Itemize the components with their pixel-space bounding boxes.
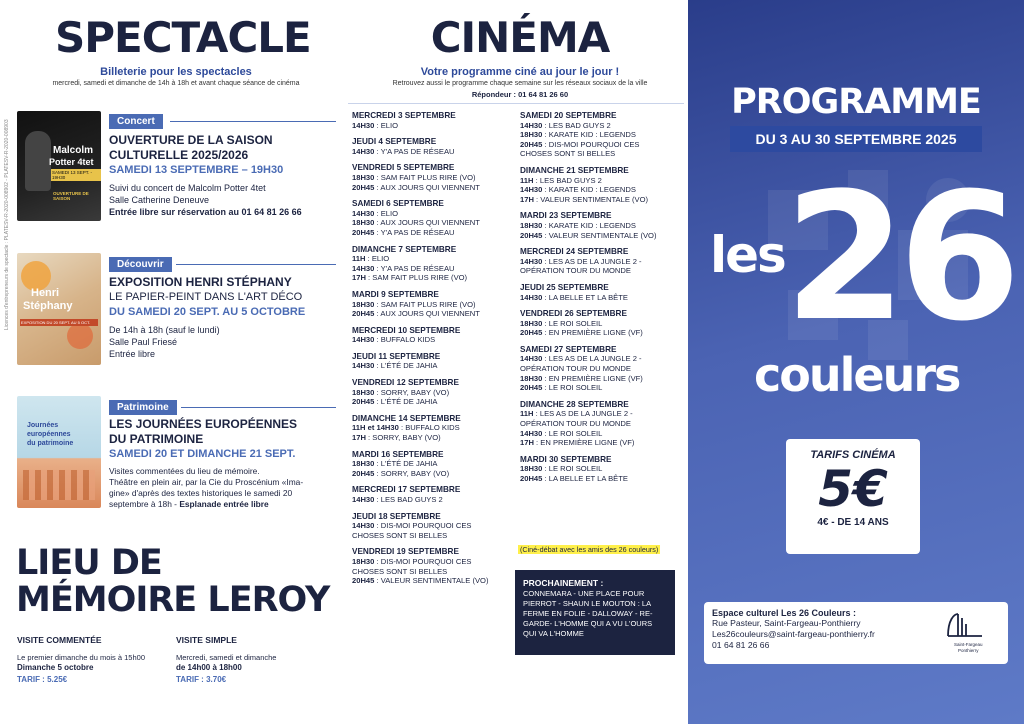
logo-les: les — [710, 226, 785, 284]
tarifs-label: TARIFS CINÉMA — [810, 449, 896, 461]
cinema-day-title: DIMANCHE 21 SEPTEMBRE — [520, 165, 629, 175]
cinema-day-title: VENDREDI 26 SEPTEMBRE — [520, 309, 627, 319]
cinema-day-title: MARDI 23 SEPTEMBRE — [520, 211, 612, 221]
poster-text: OUVERTURE DE SAISON — [53, 191, 89, 201]
prochainement-box — [515, 570, 675, 655]
screening-film: CHOSES SONT SI BELLES — [352, 566, 448, 576]
screening-film: OPÉRATION TOUR DU MONDE — [520, 364, 631, 374]
screening-time: 18H30 — [520, 130, 543, 140]
cinema-day-title: DIMANCHE 14 SEPTEMBRE — [352, 413, 461, 423]
screening-time: 14H30 — [520, 120, 543, 130]
screening-time: 18H30 — [352, 172, 375, 182]
cinema-column-2 — [520, 111, 685, 491]
screening-film: CHOSES SONT SI BELLES — [352, 530, 448, 540]
screening-row: 11H et 14H30 : BUFFALO KIDS — [352, 423, 460, 433]
screening-row: 17H : EN PREMIÈRE LIGNE (VF) — [520, 438, 635, 448]
screening-time: 11H — [520, 175, 534, 185]
screening-time: 20H45 — [520, 474, 543, 483]
screening-film: LE ROI SOLEIL — [548, 464, 603, 474]
event-text: Esplanade entrée libre — [179, 499, 269, 509]
cinema-day — [352, 163, 517, 192]
screening-film: ELIO — [380, 208, 399, 218]
divider — [181, 407, 336, 408]
cinema-day — [352, 414, 517, 443]
screening-film: ELIO — [380, 120, 399, 130]
screening-film: AUX JOURS QUI VIENNENT — [380, 309, 480, 319]
cinema-day — [520, 211, 685, 240]
screening-row: 18H30 : SAM FAIT PLUS RIRE (VO) — [352, 172, 476, 182]
cinema-day — [520, 111, 685, 159]
screening-film: SORRY, BABY (VO) — [380, 387, 450, 397]
screening-film: LES AS DE LA JUNGLE 2 - — [548, 256, 642, 266]
poster-text: SAMEDI 13 SEPT. - 19H30 — [51, 169, 101, 181]
prochainement-line: GARDE- L'HOMME QUI A VU L'OURS — [523, 619, 653, 628]
screening-row: 18H30 : KARATE KID : LEGENDS — [520, 220, 636, 230]
screening-film: Y'A PAS DE RÉSEAU — [380, 227, 455, 237]
divider — [176, 264, 336, 265]
cinema-day — [520, 309, 685, 338]
event-text: De 14h à 18h (sauf le lundi) — [109, 325, 220, 335]
screening-row: 14H30 : LE ROI SOLEIL — [520, 428, 603, 438]
billeterie-hours: mercredi, samedi et dimanche de 14h à 18h et avant chaque séance de cinéma — [52, 80, 300, 87]
event-subtitle: LE PAPIER-PEINT DANS L'ART DÉCO — [109, 291, 303, 303]
cinema-day — [352, 111, 517, 130]
screening-time: 14H30 — [520, 185, 543, 195]
screening-film: SORRY, BABY (VO) — [372, 433, 441, 443]
concert-poster — [17, 111, 101, 221]
screening-film: DIS-MOI POURQUOI CES — [380, 556, 472, 566]
cinema-day — [352, 290, 517, 319]
screening-film: L'ÉTÉ DE JAHIA — [380, 397, 438, 407]
screening-time: 18H30 — [352, 299, 375, 309]
poster-text: du patrimoine — [27, 440, 74, 447]
screening-film: EN PREMIÈRE LIGNE (VF) — [548, 373, 643, 383]
visite-text: Dimanche 5 octobre — [17, 663, 94, 672]
poster-text: Journées — [27, 422, 59, 429]
screening-row: 14H30 : LES BAD GUYS 2 — [520, 120, 611, 130]
cinema-day-title: JEUDI 25 SEPTEMBRE — [520, 282, 609, 292]
screening-row: 11H : LES AS DE LA JUNGLE 2 - — [520, 409, 633, 419]
screening-time: 11H et 14H30 — [352, 423, 399, 433]
screening-film: LES BAD GUYS 2 — [539, 175, 602, 185]
screening-row: 20H45 : AUX JOURS QUI VIENNENT — [352, 182, 480, 192]
event-text: gine» d'après des textes historiques le samedi 20 — [109, 488, 293, 498]
repondeur: Répondeur : 01 64 81 26 60 — [471, 90, 569, 99]
screening-time: 17H — [352, 273, 366, 283]
cinema-day — [352, 199, 517, 237]
prochainement-line: FERME EN FOLIE - DALLOWAY - RE- — [523, 609, 653, 618]
visite-tarif: TARIF : 5.25€ — [17, 675, 68, 684]
screening-row: 14H30 : ELIO — [352, 208, 399, 218]
screening-film: LE ROI SOLEIL — [548, 428, 603, 438]
divider — [170, 121, 336, 122]
screening-row: 14H30 : DIS-MOI POURQUOI CES — [352, 521, 472, 531]
screening-row: 11H : LES BAD GUYS 2 — [520, 175, 602, 185]
screening-film: SAM FAIT PLUS RIRE (VO) — [380, 172, 476, 182]
screening-film: L'ÉTÉ DE JAHIA — [380, 361, 438, 371]
screening-row: 20H45 : Y'A PAS DE RÉSEAU — [352, 227, 455, 237]
screening-film: LES AS DE LA JUNGLE 2 - — [548, 354, 642, 364]
event-text: Entrée libre sur réservation au 01 64 81 26 66 — [109, 207, 302, 217]
screening-time: 14H30 — [352, 361, 375, 371]
screening-film: AUX JOURS QUI VIENNENT — [380, 182, 480, 192]
cinema-day-title: DIMANCHE 7 SEPTEMBRE — [352, 244, 457, 254]
poster-text: Stéphany — [23, 300, 73, 312]
event-title: DU PATRIMOINE — [109, 432, 204, 446]
cinema-day-title: SAMEDI 27 SEPTEMBRE — [520, 344, 617, 354]
screening-film: OPÉRATION TOUR DU MONDE — [520, 419, 631, 429]
screening-film: DIS-MOI POURQUOI CES — [548, 139, 640, 149]
screening-time: 20H45 — [352, 468, 375, 478]
screening-time: 14H30 — [352, 120, 375, 130]
cinema-day — [352, 450, 517, 479]
screening-film: ELIO — [371, 254, 390, 264]
screening-row — [520, 266, 685, 276]
screening-row: 14H30 : LES AS DE LA JUNGLE 2 - — [520, 256, 642, 266]
event-title: CULTURELLE 2025/2026 — [109, 148, 249, 162]
city-logo-icon — [944, 610, 984, 640]
cine-debat-note: (Ciné-débat avec les amis des 26 couleurs) — [520, 545, 659, 554]
category-badge: Patrimoine — [109, 400, 177, 415]
screening-row: 14H30 : L'ÉTÉ DE JAHIA — [352, 361, 438, 371]
cinema-title: CINÉMA — [430, 13, 610, 62]
cinema-day-title: VENDREDI 5 SEPTEMBRE — [352, 163, 455, 173]
screening-film: VALEUR SENTIMENTALE (VO) — [540, 194, 649, 204]
event-text: Théâtre en plein air, par la Cie du Proscénium «Ima- — [109, 477, 304, 487]
screening-row: 20H45 : VALEUR SENTIMENTALE (VO) — [352, 576, 489, 586]
cinema-day-title: VENDREDI 19 SEPTEMBRE — [352, 547, 459, 557]
visite-text: Mercredi, samedi et dimanche — [176, 653, 277, 662]
screening-film: Y'A PAS DE RÉSEAU — [380, 146, 455, 156]
screening-row: 20H45 : LA BELLE ET LA BÊTE — [520, 474, 628, 483]
screening-row: 14H30 : LES BAD GUYS 2 — [352, 495, 443, 504]
cinema-day-title: JEUDI 18 SEPTEMBRE — [352, 511, 441, 521]
event-text: Entrée libre — [109, 349, 156, 359]
cinema-day — [352, 378, 517, 407]
visite-tarif: TARIF : 3.70€ — [176, 675, 227, 684]
screening-row: 20H45 : VALEUR SENTIMENTALE (VO) — [520, 230, 657, 240]
cinema-day-title: JEUDI 11 SEPTEMBRE — [352, 351, 441, 361]
screening-row: 18H30 : SORRY, BABY (VO) — [352, 387, 450, 397]
screening-time: 18H30 — [520, 464, 543, 474]
logo-couleurs: couleurs — [754, 348, 960, 402]
category-badge: Découvrir — [109, 257, 172, 272]
screening-film: L'ÉTÉ DE JAHIA — [380, 459, 438, 469]
screening-time: 18H30 — [352, 556, 375, 566]
screening-film: LE ROI SOLEIL — [548, 383, 603, 393]
memoire-title: LIEU DE — [16, 543, 162, 583]
cinema-day — [520, 247, 685, 276]
screening-film: LES BAD GUYS 2 — [548, 120, 611, 130]
screening-row: 14H30 : LA BELLE ET LA BÊTE — [520, 292, 628, 302]
screening-time: 20H45 — [352, 182, 375, 192]
visite-text: Le premier dimanche du mois à 15h00 — [17, 653, 145, 662]
visite-text: de 14h00 à 18h00 — [176, 663, 242, 672]
city-logo — [940, 608, 1002, 658]
event-text: Visites commentées du lieu de mémoire. — [109, 466, 260, 476]
cinema-day-title: MERCREDI 3 SEPTEMBRE — [352, 111, 456, 120]
poster-text: européennes — [27, 431, 71, 438]
screening-time: 18H30 — [352, 459, 375, 469]
cinema-day — [352, 547, 517, 585]
cinema-day-title: MARDI 9 SEPTEMBRE — [352, 289, 439, 299]
cinema-day-title: MARDI 30 SEPTEMBRE — [520, 454, 612, 464]
screening-row: 18H30 : L'ÉTÉ DE JAHIA — [352, 459, 438, 469]
cinema-day — [352, 326, 517, 345]
billeterie-title: Billeterie pour les spectacles — [100, 66, 252, 78]
screening-row: 14H30 : Y'A PAS DE RÉSEAU — [352, 263, 455, 273]
screening-time: 20H45 — [352, 576, 375, 586]
screening-row: 17H : SAM FAIT PLUS RIRE (VO) — [352, 273, 468, 283]
screening-row: 20H45 : EN PREMIÈRE LIGNE (VF) — [520, 328, 643, 338]
cinema-day-title: JEUDI 4 SEPTEMBRE — [352, 137, 437, 147]
cinema-subtitle: Votre programme ciné au jour le jour ! — [420, 66, 620, 78]
screening-film: LA BELLE ET LA BÊTE — [548, 474, 628, 483]
screening-film: VALEUR SENTIMENTALE (VO) — [548, 230, 657, 240]
screening-time: 17H — [520, 194, 534, 204]
screening-time: 17H — [352, 433, 366, 443]
event-text: Suivi du concert de Malcolm Potter 4tet — [109, 183, 266, 193]
contact-box — [704, 602, 1008, 664]
cinema-day — [352, 512, 517, 541]
event-date: SAMEDI 20 ET DIMANCHE 21 SEPT. — [109, 448, 296, 460]
screening-time: 11H — [520, 409, 534, 419]
screening-film: CHOSES SONT SI BELLES — [520, 149, 616, 159]
screening-film: LE ROI SOLEIL — [548, 318, 603, 328]
screening-film: Y'A PAS DE RÉSEAU — [380, 263, 455, 273]
screening-time: 18H30 — [520, 220, 543, 230]
screening-row: 14H30 : LES AS DE LA JUNGLE 2 - — [520, 354, 642, 364]
screening-row — [520, 149, 685, 159]
screening-row: 18H30 : EN PREMIÈRE LIGNE (VF) — [520, 373, 643, 383]
poster-text: Henri — [31, 287, 60, 299]
screening-row: 20H45 : DIS-MOI POURQUOI CES — [520, 139, 640, 149]
screening-row: 18H30 : SAM FAIT PLUS RIRE (VO) — [352, 299, 476, 309]
contact-line: 01 64 81 26 66 — [712, 640, 770, 650]
poster-text: Malcolm — [53, 145, 94, 156]
screening-time: 14H30 — [352, 263, 375, 273]
cinema-day-title: MARDI 16 SEPTEMBRE — [352, 449, 444, 459]
divider — [348, 103, 684, 104]
programme-panel — [688, 0, 1024, 724]
screening-film: KARATE KID : LEGENDS — [548, 185, 636, 195]
visite-simple-label: VISITE SIMPLE — [176, 635, 237, 645]
screening-row: 17H : VALEUR SENTIMENTALE (VO) — [520, 194, 649, 204]
screening-time: 14H30 — [520, 292, 543, 302]
screening-film: DIS-MOI POURQUOI CES — [380, 521, 472, 531]
screening-time: 20H45 — [520, 139, 543, 149]
cinema-day-title: VENDREDI 12 SEPTEMBRE — [352, 378, 459, 388]
cinema-day-title: MERCREDI 24 SEPTEMBRE — [520, 247, 629, 257]
contact-line: Rue Pasteur, Saint-Fargeau-Ponthierry — [712, 618, 861, 628]
screening-film: BUFFALO KIDS — [405, 423, 460, 433]
spectacle-title: SPECTACLE — [55, 13, 311, 62]
screening-row: 17H : SORRY, BABY (VO) — [352, 433, 441, 443]
cinema-day-title: SAMEDI 6 SEPTEMBRE — [352, 199, 444, 209]
cinema-day — [520, 345, 685, 393]
screening-row: 18H30 : DIS-MOI POURQUOI CES — [352, 556, 472, 566]
screening-row: 14H30 : ELIO — [352, 120, 399, 130]
prochainement-line: QUI VA L'HOMME — [523, 629, 584, 638]
screening-film: AUX JOURS QUI VIENNENT — [380, 218, 480, 228]
tarifs-reduit: 4€ - DE 14 ANS — [817, 517, 889, 528]
screening-time: 20H45 — [520, 328, 543, 338]
event-date: DU SAMEDI 20 SEPT. AU 5 OCTOBRE — [109, 306, 306, 318]
visite-commentee-label: VISITE COMMENTÉE — [17, 635, 102, 645]
cinema-day — [352, 485, 517, 504]
vertical-credit: Licences d'entrepreneurs de spectacle : PLATESV-R-2020-008902 - PLATESV-R-2020-008903 — [4, 119, 10, 330]
cinema-day-title: SAMEDI 20 SEPTEMBRE — [520, 111, 617, 120]
screening-film: SAM FAIT PLUS RIRE (VO) — [380, 299, 476, 309]
event-title: EXPOSITION HENRI STÉPHANY — [109, 275, 292, 289]
tarifs-price: 5€ — [818, 460, 888, 518]
programme-dates-text: DU 3 AU 30 SEPTEMBRE 2025 — [755, 131, 957, 147]
event-title: LES JOURNÉES EUROPÉENNES — [109, 417, 298, 431]
screening-time: 18H30 — [520, 318, 543, 328]
screening-time: 20H45 — [352, 309, 375, 319]
screening-row: 18H30 : KARATE KID : LEGENDS — [520, 130, 636, 140]
cinema-day — [520, 400, 685, 448]
programme-title: PROGRAMME — [731, 82, 981, 122]
prochainement-line: CONNEMARA - UNE PLACE POUR — [523, 589, 645, 598]
cinema-day — [352, 137, 517, 156]
patrimoine-poster — [17, 396, 101, 508]
screening-row: 18H30 : LE ROI SOLEIL — [520, 464, 603, 474]
logo-26: 26 — [784, 155, 1013, 360]
screening-row: 14H30 : KARATE KID : LEGENDS — [520, 185, 636, 195]
poster-text: EXPOSITION DU 20 SEPT. AU 5 OCT. — [20, 319, 98, 326]
cinema-day — [352, 245, 517, 283]
contact-line: Les26couleurs@saint-fargeau-ponthierry.fr — [712, 629, 875, 639]
screening-time: 14H30 — [352, 521, 375, 531]
screening-row: 18H30 : LE ROI SOLEIL — [520, 318, 603, 328]
screening-time: 18H30 — [352, 387, 375, 397]
category-badge: Concert — [109, 114, 163, 129]
tarifs-box — [786, 439, 920, 554]
screening-row: 11H : ELIO — [352, 254, 390, 264]
city-logo-text: Saint-Fargeau — [954, 642, 983, 647]
screening-time: 14H30 — [520, 428, 543, 438]
screening-time: 20H45 — [352, 397, 375, 407]
screening-film: VALEUR SENTIMENTALE (VO) — [380, 576, 489, 586]
screening-time: 14H30 — [352, 335, 375, 345]
event-text: Salle Catherine Deneuve — [109, 195, 210, 205]
cinema-day — [520, 283, 685, 302]
cinema-day — [352, 352, 517, 371]
screening-film: LES AS DE LA JUNGLE 2 - — [539, 409, 633, 419]
cinema-day — [520, 166, 685, 204]
screening-row: 20H45 : SORRY, BABY (VO) — [352, 468, 450, 478]
screening-film: EN PREMIÈRE LIGNE (VF) — [540, 438, 635, 448]
screening-time: 18H30 — [352, 218, 375, 228]
screening-row — [520, 364, 685, 374]
screening-film: LA BELLE ET LA BÊTE — [548, 292, 628, 302]
screening-film: LES BAD GUYS 2 — [380, 495, 443, 504]
poster-text: Potter 4tet — [49, 157, 94, 167]
city-logo-text: Ponthierry — [958, 648, 979, 653]
prochainement-title: PROCHAINEMENT : — [523, 578, 604, 588]
memoire-title: MÉMOIRE LEROY — [16, 580, 330, 620]
contact-title: Espace culturel Les 26 Couleurs : — [712, 608, 857, 618]
screening-row — [352, 567, 517, 577]
screening-row: 14H30 : BUFFALO KIDS — [352, 335, 436, 345]
screening-time: 14H30 — [352, 146, 375, 156]
screening-row — [520, 419, 685, 429]
cinema-day-title: MERCREDI 10 SEPTEMBRE — [352, 325, 461, 335]
event-text: septembre à 18h - — [109, 499, 177, 509]
screening-row: 20H45 : L'ÉTÉ DE JAHIA — [352, 397, 438, 407]
event-title: OUVERTURE DE LA SAISON — [109, 133, 273, 147]
screening-time: 11H — [352, 254, 366, 264]
screening-time: 14H30 — [352, 208, 375, 218]
screening-time: 14H30 — [352, 495, 375, 504]
screening-time: 14H30 — [520, 256, 543, 266]
screening-film: EN PREMIÈRE LIGNE (VF) — [548, 328, 643, 338]
cinema-day — [520, 455, 685, 484]
screening-film: SAM FAIT PLUS RIRE (VO) — [372, 273, 468, 283]
screening-row: 14H30 : Y'A PAS DE RÉSEAU — [352, 146, 455, 156]
screening-row: 20H45 : LE ROI SOLEIL — [520, 383, 603, 393]
prochainement-line: PIERROT - SHAUN LE MOUTON : LA — [523, 599, 652, 608]
screening-time: 17H — [520, 438, 534, 448]
event-date: SAMEDI 13 SEPTEMBRE – 19H30 — [109, 164, 284, 176]
cinema-note: Retrouvez aussi le programme chaque semaine sur les réseaux sociaux de la ville — [392, 80, 648, 87]
screening-film: KARATE KID : LEGENDS — [548, 130, 636, 140]
screening-time: 14H30 — [520, 354, 543, 364]
screening-row — [352, 531, 517, 541]
cinema-day-title: MERCREDI 17 SEPTEMBRE — [352, 485, 461, 495]
screening-film: SORRY, BABY (VO) — [380, 468, 450, 478]
screening-time: 20H45 — [520, 383, 543, 393]
screening-time: 18H30 — [520, 373, 543, 383]
screening-row: 20H45 : AUX JOURS QUI VIENNENT — [352, 309, 480, 319]
event-text: Salle Paul Friesé — [109, 337, 178, 347]
screening-film: BUFFALO KIDS — [380, 335, 436, 345]
screening-film: OPÉRATION TOUR DU MONDE — [520, 266, 631, 276]
cinema-day-title: DIMANCHE 28 SEPTEMBRE — [520, 399, 629, 409]
screening-row: 18H30 : AUX JOURS QUI VIENNENT — [352, 218, 480, 228]
screening-time: 20H45 — [520, 230, 543, 240]
exposition-poster — [17, 253, 101, 365]
cinema-column-1 — [352, 111, 517, 593]
screening-film: KARATE KID : LEGENDS — [548, 220, 636, 230]
screening-time: 20H45 — [352, 227, 375, 237]
